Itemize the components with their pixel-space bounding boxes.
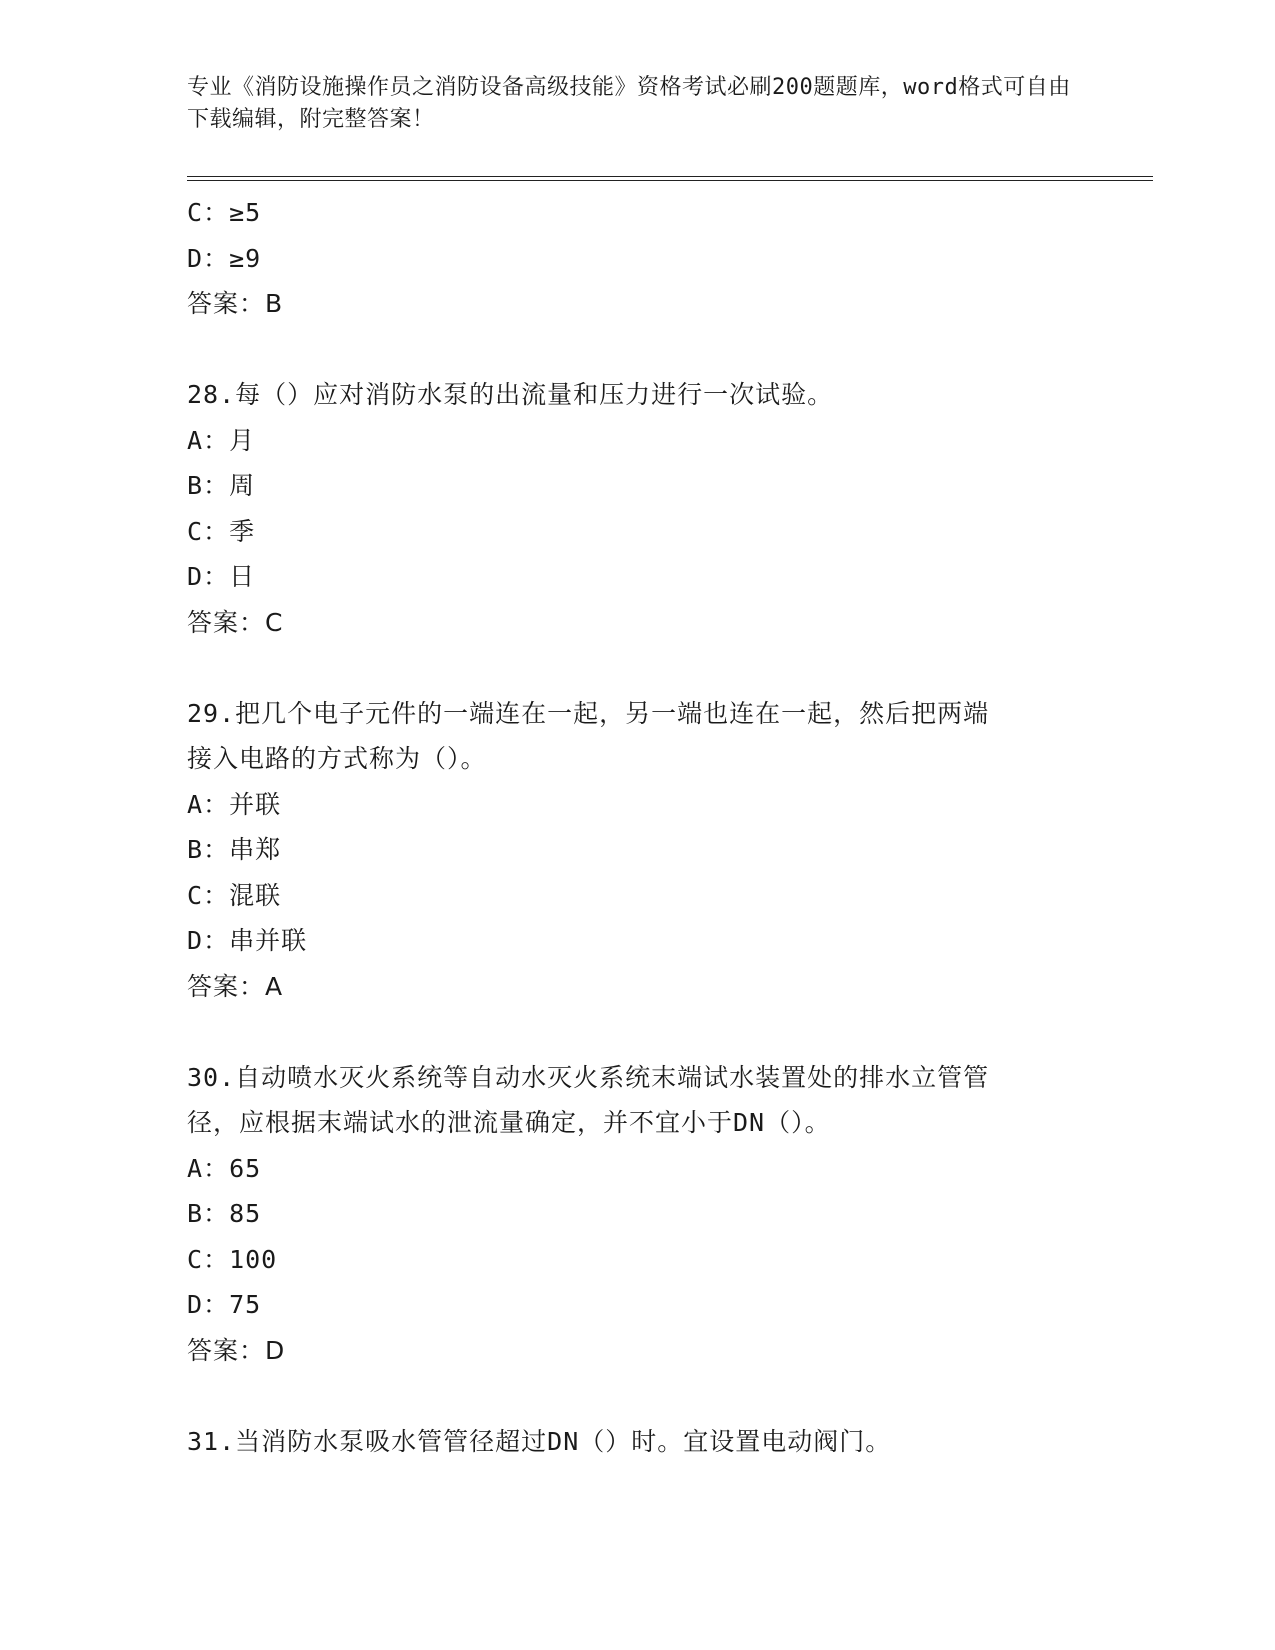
option-text: 月	[229, 425, 256, 455]
option-a: A：并联	[187, 789, 282, 819]
answer-line: 答案：A	[187, 971, 284, 1001]
header-title: 专业《消防设施操作员之消防设备高级技能》资格考试必刷200题题库，word格式可自由下载编辑，附完整答案！	[187, 75, 1071, 132]
option-label: C	[187, 516, 204, 546]
option-b: B：周	[187, 471, 256, 500]
question-29-text-line1: 29.把几个电子元件的一端连在一起，另一端也连在一起，然后把两端	[187, 698, 990, 728]
option-a: A：65	[187, 1153, 262, 1183]
option-text: 65	[229, 1153, 262, 1183]
option-b: B：85	[187, 1199, 262, 1228]
question-31-text: 31.当消防水泵吸水管管径超过DN（）时。宜设置电动阀门。	[187, 1426, 892, 1456]
option-label: B	[187, 1199, 204, 1228]
option-label: D	[187, 243, 204, 273]
answer-line: 答案：D	[187, 1335, 286, 1365]
option-text: 85	[229, 1199, 262, 1228]
question-30-text-line1: 30.自动喷水灭火系统等自动水灭火系统末端试水装置处的排水立管管	[187, 1062, 990, 1092]
option-c: C：季	[187, 516, 256, 546]
option-label: C	[187, 198, 204, 227]
option-text: 75	[229, 1290, 262, 1319]
option-label: C	[187, 880, 204, 910]
option-text: 周	[229, 471, 256, 500]
option-b: B：串郑	[187, 835, 282, 864]
question-30-text-line2: 径，应根据末端试水的泄流量确定，并不宜小于DN（）。	[187, 1108, 831, 1137]
option-text: 并联	[229, 789, 282, 819]
option-text: 串并联	[229, 926, 308, 955]
option-text: ≥5	[229, 198, 262, 227]
option-d: D：75	[187, 1290, 262, 1319]
answer-line: 答案：B	[187, 289, 284, 318]
question-29-text-line2: 接入电路的方式称为（）。	[187, 744, 487, 773]
option-label: D	[187, 562, 204, 591]
document-header	[187, 72, 1087, 136]
option-text: 混联	[229, 880, 282, 910]
option-text: 季	[229, 516, 256, 546]
option-c: C：混联	[187, 880, 282, 910]
option-text: 串郑	[229, 835, 282, 864]
option-d: D：串并联	[187, 926, 308, 955]
option-d: D：≥9	[187, 243, 262, 273]
option-d: D：日	[187, 562, 256, 591]
option-text: ≥9	[229, 243, 262, 273]
option-label: A	[187, 425, 204, 455]
option-label: B	[187, 471, 204, 500]
question-28-text: 28.每（）应对消防水泵的出流量和压力进行一次试验。	[187, 380, 834, 409]
answer-line: 答案：C	[187, 607, 284, 637]
option-label: A	[187, 789, 204, 819]
option-c: C：≥5	[187, 198, 262, 227]
question-list	[187, 190, 1087, 1464]
option-text: 100	[229, 1244, 278, 1274]
option-label: B	[187, 835, 204, 864]
option-label: D	[187, 1290, 204, 1319]
option-label: C	[187, 1244, 204, 1274]
option-label: A	[187, 1153, 204, 1183]
option-label: D	[187, 926, 204, 955]
option-a: A：月	[187, 425, 256, 455]
option-text: 日	[229, 562, 256, 591]
header-double-rule	[187, 176, 1153, 181]
option-c: C：100	[187, 1244, 278, 1274]
